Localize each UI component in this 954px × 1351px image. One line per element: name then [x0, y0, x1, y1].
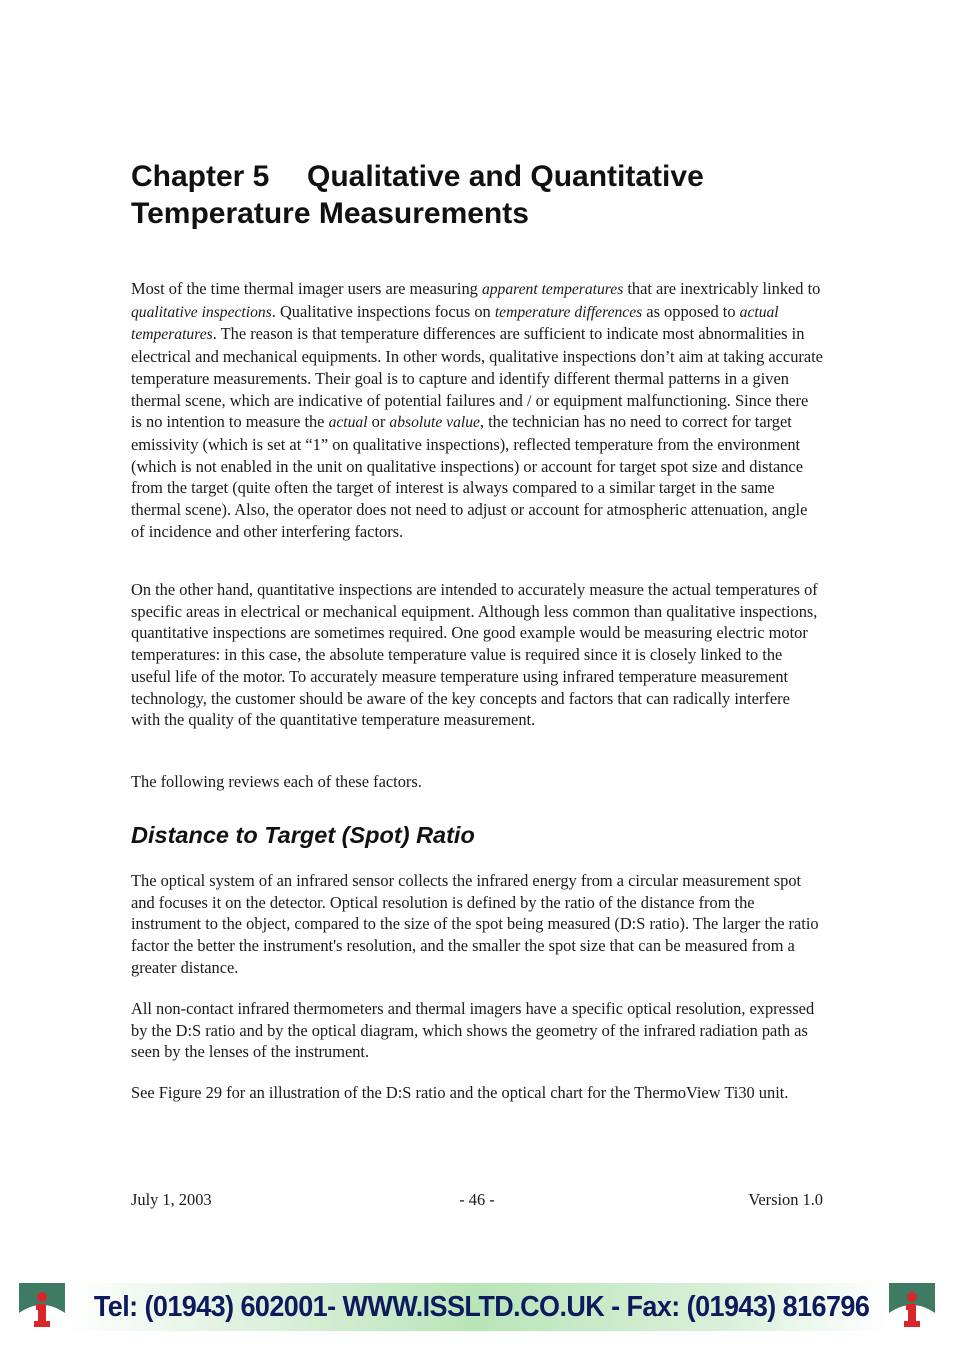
chapter-title-line2: Temperature Measurements	[131, 197, 529, 230]
footer-date: July 1, 2003	[131, 1190, 212, 1209]
info-i-icon	[19, 1283, 65, 1329]
section-heading: Distance to Target (Spot) Ratio	[131, 822, 475, 848]
paragraph-quantitative: On the other hand, quantitative inspections are intended to accurately measure the actual temperatures of specific areas in electrical or mechanical equipment. Although less common than qualitative inspections, quantitative inspections are sometimes required. One good example would be measuring electric motor temperatures: in this case, the absolute temperature value is required since it is closely linked to the useful life of the motor. To accurately measure temperature using infrared temperature measurement technology, the customer should be aware of the key concepts and factors that can radically interfere with the quality of the quantitative temperature measurement.	[131, 580, 818, 730]
chapter-number: Chapter 5	[131, 160, 270, 193]
paragraph-optical-system: The optical system of an infrared sensor collects the infrared energy from a circular measurement spot and focuses it on the detector. Optical resolution is defined by the ratio of the distance from the instrument to the object, compared to the size of the spot being measured (D:S ratio). The larger the ratio factor the better the instrument's resolution, and the smaller the spot size that can be measured from a greater distance.	[131, 871, 819, 977]
banner-contact-text: Tel: (01943) 602001- WWW.ISSLTD.CO.UK - Fax: (01943) 816796	[93, 1291, 870, 1323]
paragraph-optical-resolution: All non-contact infrared thermometers and thermal imagers have a specific optical resolution, expressed by the D:S ratio and by the optical diagram, which shows the geometry of the infrared radiation path as seen by the lenses of the instrument.	[131, 999, 815, 1062]
paragraph-figure-reference: See Figure 29 for an illustration of the D:S ratio and the optical chart for the ThermoView Ti30 unit.	[131, 1083, 789, 1102]
info-i-icon	[889, 1283, 935, 1329]
page-footer	[131, 1190, 823, 1212]
paragraph-qualitative: Most of the time thermal imager users are measuring apparent temperatures that are inextricably linked to qualitative inspections. Qualitative inspections focus on temperature differences as opposed to actual temperatures. The reason is that temperature differences are sufficient to indicate most abnormalities in electrical and mechanical equipments. In other words, qualitative inspections don’t aim at taking accurate temperature measurements. Their goal is to capture and identify different thermal patterns in a given thermal scene, which are indicative of potential failures and / or equipment malfunctioning. Since there is no intention to measure the actual or absolute value, the technician has no need to correct for target emissivity (which is set at “1” on qualitative inspections), reflected temperature from the environment (which is not enabled in the unit on qualitative inspections) or account for target spot size and distance from the target (quite often the target of interest is always compared to a similar target in the same thermal scene). Also, the operator does not need to adjust or account for atmospheric attenuation, angle of incidence and other interfering factors.	[131, 279, 823, 541]
chapter-title-line1: Qualitative and Quantitative	[307, 160, 704, 193]
paragraph-factors-intro: The following reviews each of these factors.	[131, 772, 422, 791]
footer-version: Version 1.0	[748, 1190, 823, 1209]
footer-page-number: - 46 -	[459, 1190, 495, 1209]
chapter-title	[131, 158, 823, 232]
contact-banner	[17, 1283, 937, 1331]
